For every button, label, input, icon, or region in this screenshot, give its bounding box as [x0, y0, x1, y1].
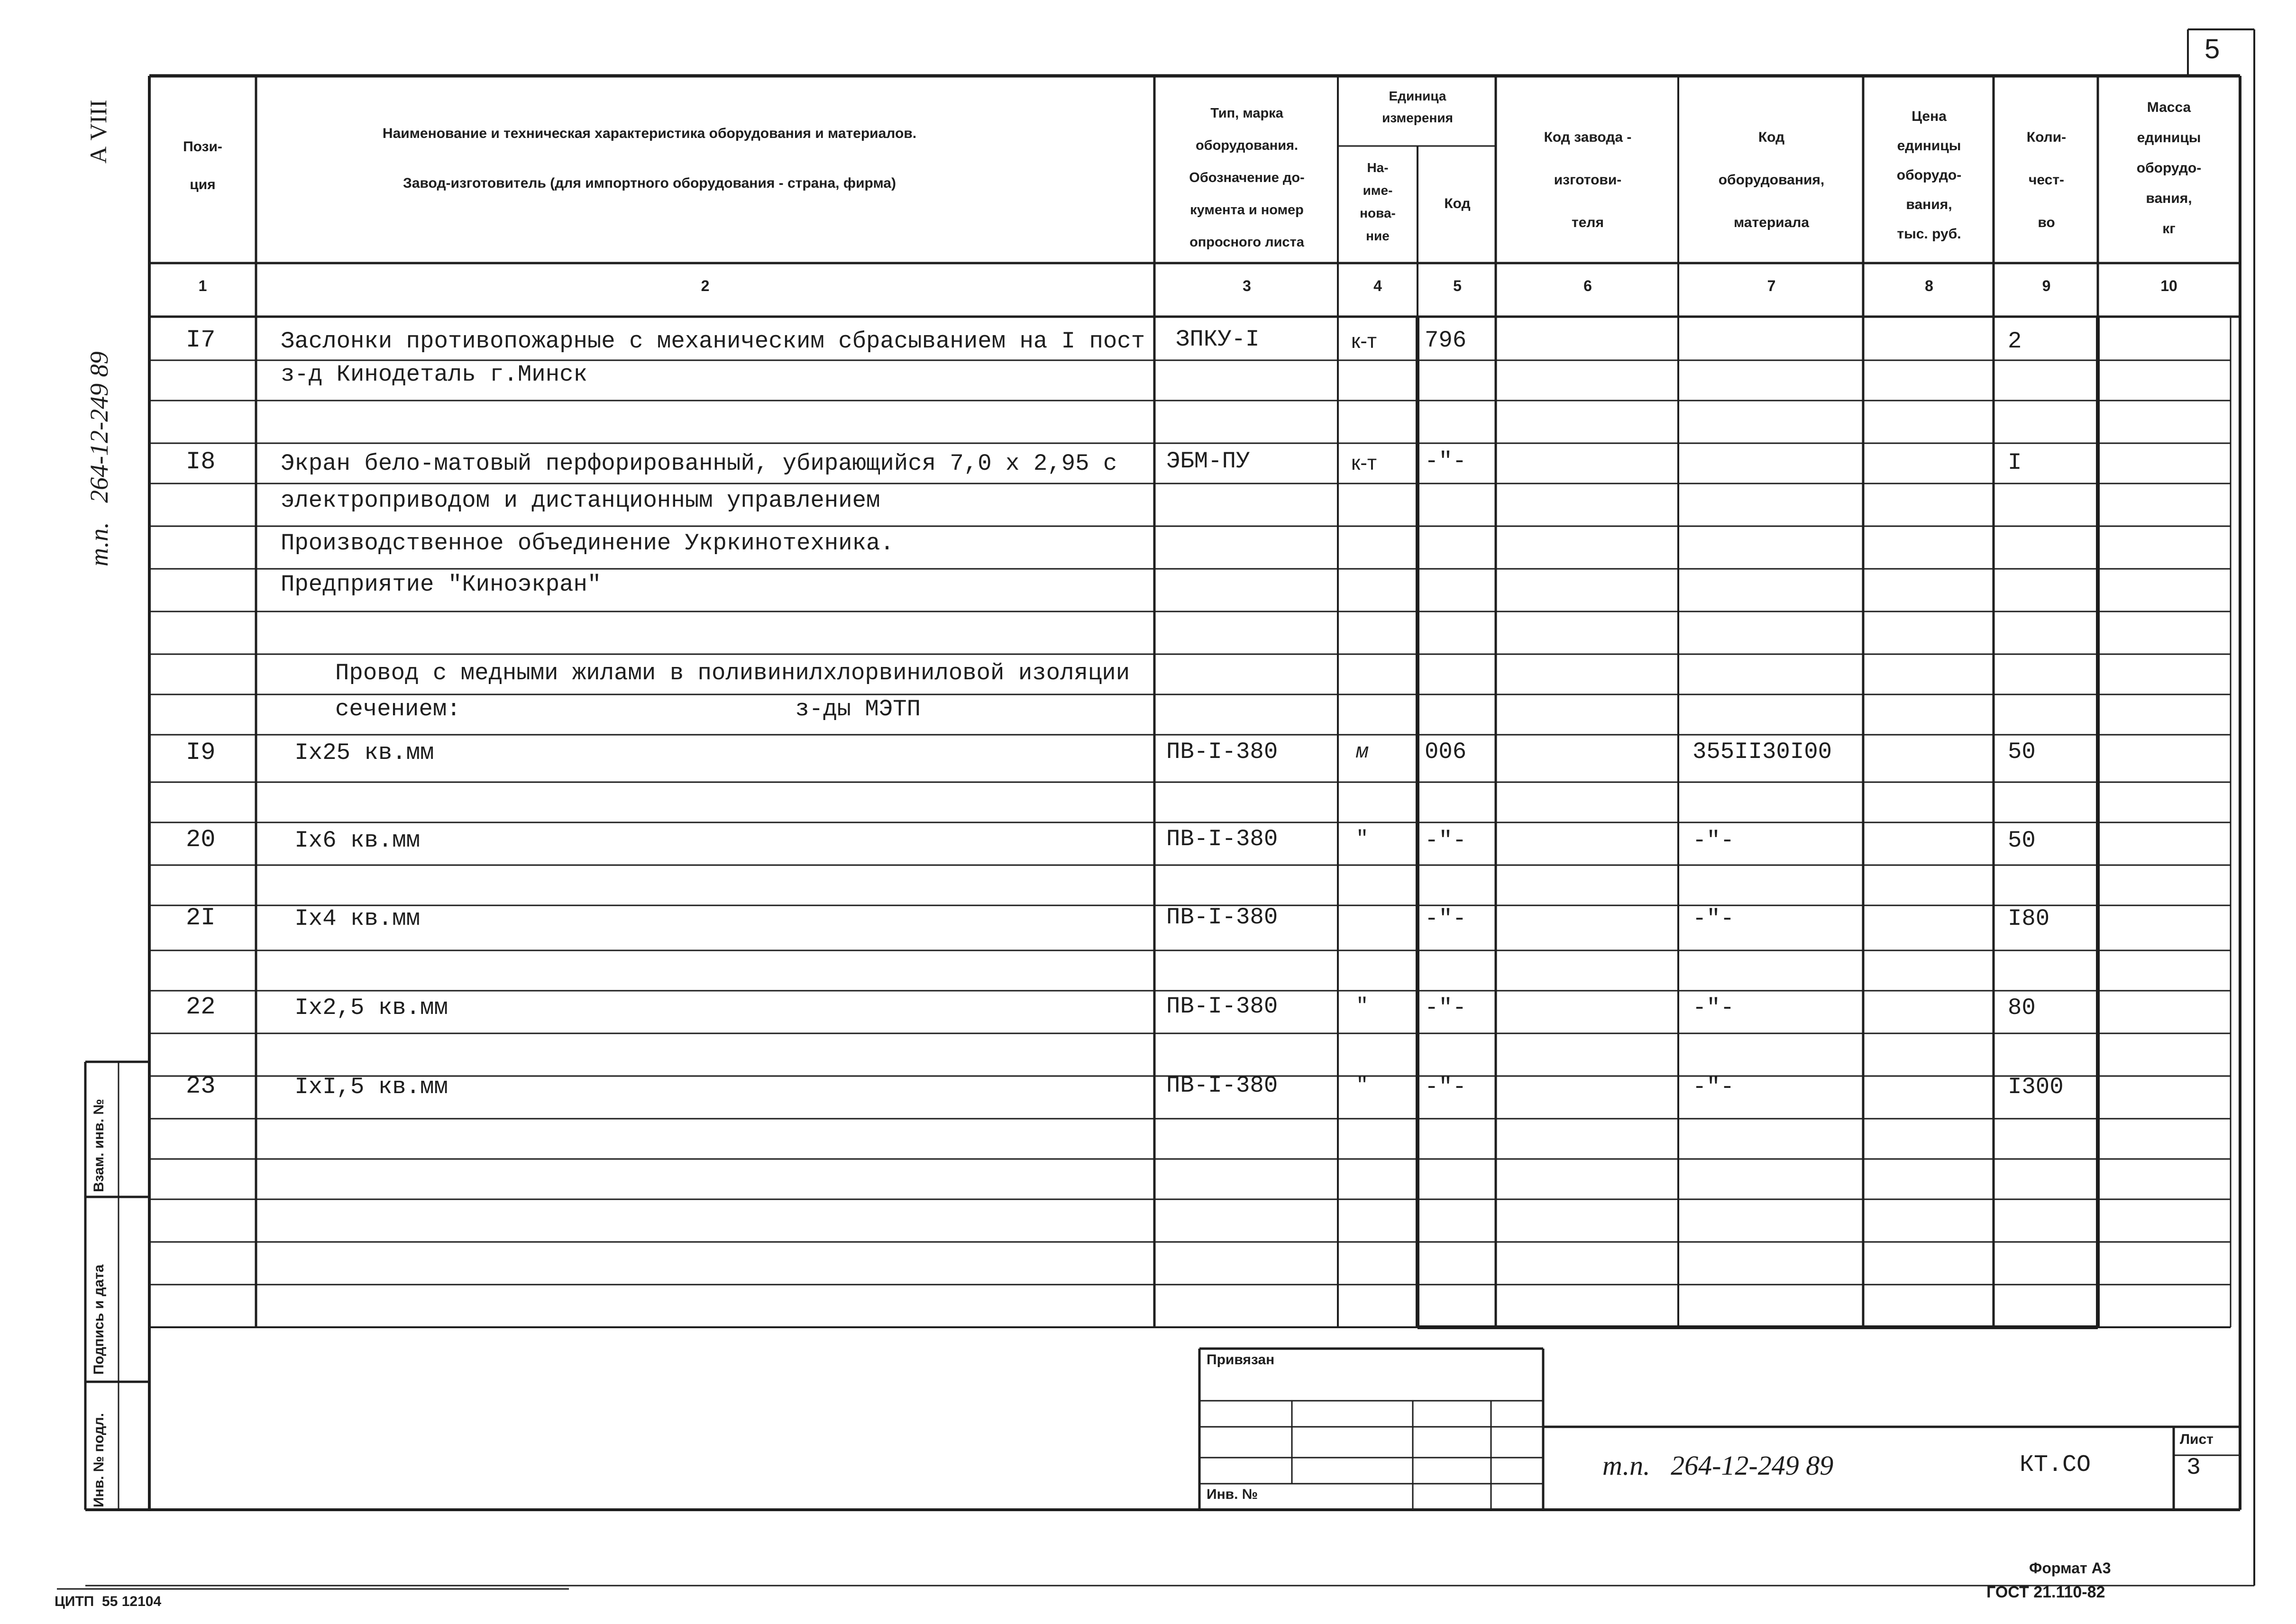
row-equipment-code: -"- [1692, 1074, 1735, 1100]
row-position: 2I [186, 904, 216, 932]
row-quantity: 80 [2008, 994, 2036, 1021]
stamp-document-mark: КТ.СО [2020, 1451, 2091, 1478]
row-name: Экран бело-матовый перфорированный, убирающийся 7,0 х 2,95 с [281, 450, 1117, 477]
header-unit-mass: Масса единицы оборудо- вания, кг [2136, 100, 2202, 237]
header-equipment-code: Код оборудования, материала [1718, 129, 1825, 230]
header-unit-name: На- име- нова- ние [1360, 160, 1396, 243]
row-equipment-code: 355II30I00 [1692, 739, 1832, 765]
row-position: I7 [186, 326, 216, 354]
row-name: Iх2,5 кв.мм [281, 994, 448, 1021]
stamp-document-code: т.п. 264-12-249 89 [1602, 1450, 1834, 1481]
row-position: 22 [186, 993, 216, 1021]
printer-label: ЦИТП 55 12104 [55, 1594, 162, 1609]
row-code: -"- [1425, 827, 1467, 854]
stamp-sheet-number: 3 [2186, 1454, 2201, 1481]
column-number: 2 [701, 277, 710, 294]
row-name: Iх25 кв.мм [281, 739, 434, 766]
header-unit-code: Код [1444, 196, 1471, 211]
header-unit-group: Единица измерения [1382, 89, 1453, 125]
header-name-line2: Завод-изготовитель (для импортного оборудования - страна, фирма) [403, 175, 896, 191]
row-type: ПВ-I-380 [1166, 826, 1278, 852]
margin-replacement-inventory: Взам. инв. № [91, 1099, 107, 1192]
margin-signature-date: Подпись и дата [91, 1264, 107, 1375]
row-position: 23 [186, 1072, 216, 1100]
row-code: -"- [1425, 994, 1467, 1021]
row-equipment-code: -"- [1692, 827, 1735, 854]
row-name: Iх4 кв.мм [281, 905, 421, 932]
row-name: IхI,5 кв.мм [281, 1074, 448, 1100]
row-quantity: I [2008, 449, 2022, 476]
row-name: Предприятие "Киноэкран" [281, 571, 602, 598]
row-position: 20 [186, 826, 216, 854]
header-quantity: Коли- чест- во [2026, 129, 2067, 230]
row-type: ПВ-I-380 [1166, 1072, 1278, 1099]
row-name: Iх6 кв.мм [281, 827, 421, 854]
row-type: ПВ-I-380 [1166, 993, 1278, 1020]
column-number: 1 [198, 277, 207, 294]
row-quantity: 50 [2008, 739, 2036, 765]
row-type: ЗПКУ-I [1176, 326, 1260, 353]
row-equipment-code: -"- [1692, 994, 1735, 1021]
column-number: 4 [1373, 277, 1382, 294]
column-number: 5 [1453, 277, 1462, 294]
stamp-inv-label: Инв. № [1207, 1487, 1258, 1502]
row-code: -"- [1425, 448, 1467, 474]
row-unit: " [1356, 994, 1369, 1018]
header-unit-price: Цена единицы оборудо- вания, тыс. руб. [1896, 109, 1962, 242]
gost-label: ГОСТ 21.110-82 [1986, 1583, 2105, 1601]
row-name: з-д Кинодеталь г.Минск [281, 361, 587, 388]
row-unit: к-т [1351, 451, 1377, 474]
stamp-sheet-label: Лист [2180, 1432, 2214, 1447]
margin-original-inventory: Инв. № подл. [91, 1413, 107, 1507]
sheet-corner-number: 5 [2205, 34, 2220, 64]
row-name: сечением: з-ды МЭТП [265, 696, 921, 722]
row-code: -"- [1425, 1074, 1467, 1100]
row-unit: к-т [1351, 329, 1377, 353]
column-number: 6 [1583, 277, 1592, 294]
row-code: -"- [1425, 905, 1467, 932]
row-quantity: I80 [2008, 905, 2050, 932]
row-name: Производственное объединение Укркинотехника. [281, 530, 894, 557]
column-number: 3 [1243, 277, 1251, 294]
margin-album: А VIII [85, 100, 111, 164]
row-quantity: I300 [2008, 1074, 2064, 1100]
row-unit: " [1356, 827, 1369, 851]
row-unit: " [1356, 1074, 1369, 1097]
row-quantity: 50 [2008, 827, 2036, 854]
row-name: Заслонки противопожарные с механическим сбрасыванием на I пост [281, 328, 1145, 355]
stamp-linked-label: Привязан [1207, 1352, 1275, 1368]
row-name: электроприводом и дистанционным управлением [281, 487, 880, 514]
row-type: ПВ-I-380 [1166, 904, 1278, 931]
row-equipment-code: -"- [1692, 905, 1735, 932]
row-type: ЭБМ-ПУ [1166, 448, 1250, 474]
row-name: Провод с медными жилами в поливинилхлорвиниловой изоляции [265, 660, 1130, 686]
row-code: 796 [1425, 327, 1467, 354]
header-position: Пози- ция [183, 139, 222, 192]
header-name-line1: Наименование и техническая характеристика оборудования и материалов. [382, 126, 917, 141]
row-code: 006 [1425, 739, 1467, 765]
column-number: 8 [1925, 277, 1933, 294]
margin-document-code: т.п. 264-12-249 89 [85, 351, 113, 566]
column-number: 9 [2042, 277, 2051, 294]
row-position: I9 [186, 739, 216, 766]
header-type-mark: Тип, марка оборудования. Обозначение до- кумента и номер опросного листа [1189, 106, 1305, 250]
row-quantity: 2 [2008, 328, 2022, 355]
column-number: 7 [1767, 277, 1776, 294]
row-position: I8 [186, 448, 216, 476]
row-unit: м [1356, 740, 1369, 764]
header-plant-code: Код завода - изготови- теля [1544, 129, 1632, 230]
column-number: 10 [2160, 277, 2177, 294]
format-label: Формат А3 [2029, 1560, 2111, 1577]
row-type: ПВ-I-380 [1166, 739, 1278, 765]
